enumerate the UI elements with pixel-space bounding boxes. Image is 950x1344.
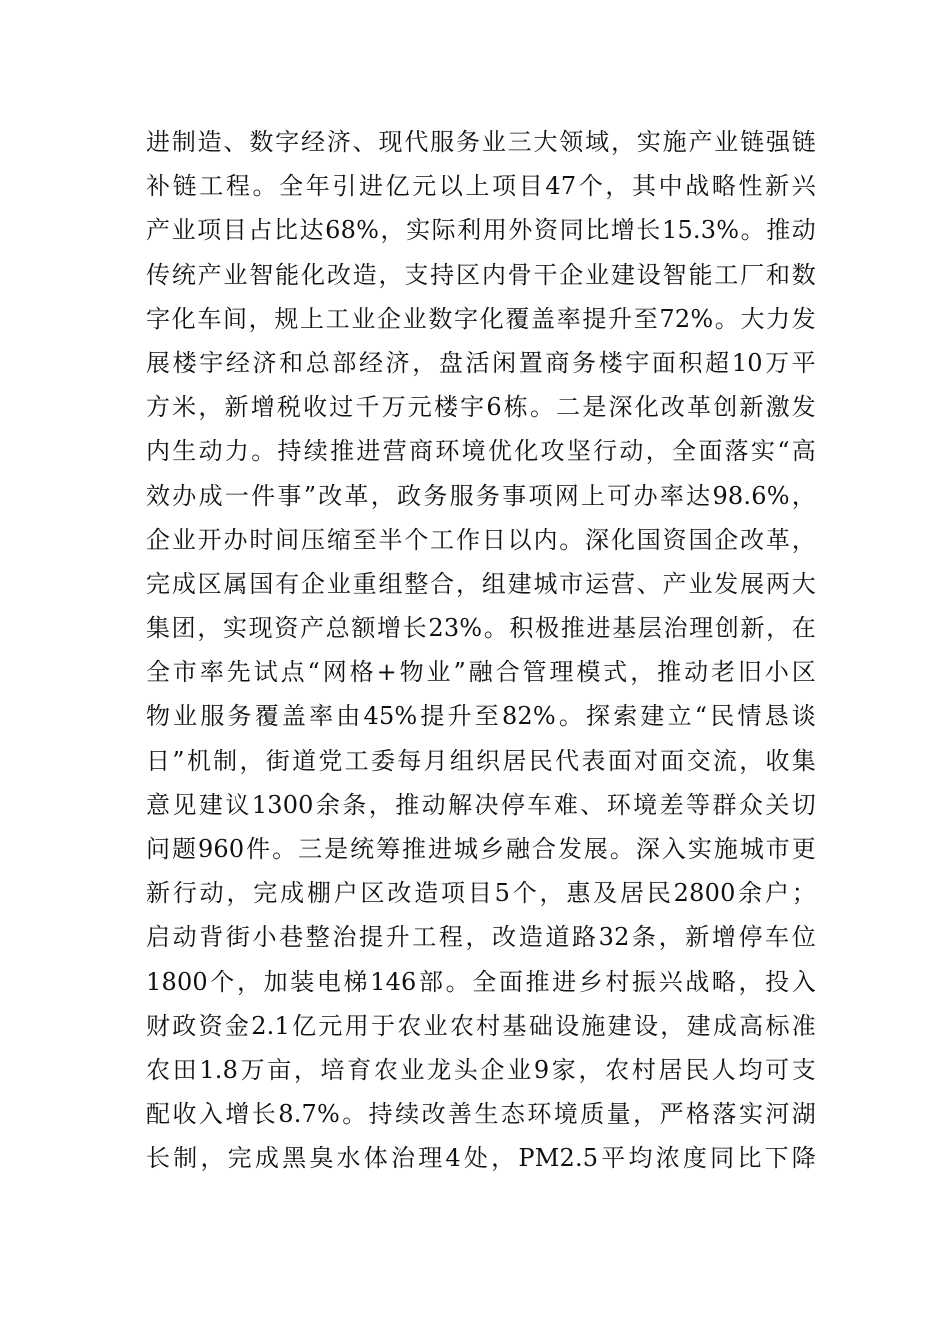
text-line: 字化车间，规上工业企业数字化覆盖率提升至72%。大力发 bbox=[146, 304, 816, 333]
text-line: 传统产业智能化改造，支持区内骨干企业建设智能工厂和数 bbox=[146, 260, 816, 289]
text-line: 新行动，完成棚户区改造项目5个，惠及居民2800余户； bbox=[146, 879, 816, 908]
text-line: 集团，实现资产总额增长23%。积极推进基层治理创新，在 bbox=[146, 614, 816, 643]
text-line: 效办成一件事”改革，政务服务事项网上可办率达98.6%， bbox=[146, 481, 816, 510]
text-line: 方米，新增税收过千万元楼宇6栋。二是深化改革创新激发 bbox=[146, 393, 816, 422]
text-line: 农田1.8万亩，培育农业龙头企业9家，农村居民人均可支 bbox=[146, 1055, 816, 1084]
text-line: 内生动力。持续推进营商环境优化攻坚行动，全面落实“高 bbox=[146, 437, 816, 466]
text-line: 进制造、数字经济、现代服务业三大领域，实施产业链强链 bbox=[146, 128, 816, 156]
body-paragraph bbox=[146, 120, 816, 1181]
text-line: 完成区属国有企业重组整合，组建城市运营、产业发展两大 bbox=[146, 569, 816, 598]
text-line: 长制，完成黑臭水体治理4处，PM2.5平均浓度同比下降 bbox=[146, 1144, 816, 1173]
text-line: 问题960件。三是统筹推进城乡融合发展。深入实施城市更 bbox=[146, 835, 816, 863]
text-line: 全市率先试点“网格+物业”融合管理模式，推动老旧小区 bbox=[146, 658, 816, 687]
text-line: 补链工程。全年引进亿元以上项目47个，其中战略性新兴 bbox=[146, 172, 816, 201]
text-line: 1800个，加装电梯146部。全面推进乡村振兴战略，投入 bbox=[146, 967, 816, 996]
text-line: 展楼宇经济和总部经济，盘活闲置商务楼宇面积超10万平 bbox=[146, 348, 816, 377]
text-line: 财政资金2.1亿元用于农业农村基础设施建设，建成高标准 bbox=[146, 1011, 816, 1040]
text-line: 企业开办时间压缩至半个工作日以内。深化国资国企改革， bbox=[146, 525, 816, 554]
text-line: 日”机制，街道党工委每月组织居民代表面对面交流，收集 bbox=[146, 746, 816, 775]
text-line: 产业项目占比达68%，实际利用外资同比增长15.3%。推动 bbox=[146, 216, 816, 245]
text-line: 意见建议1300余条，推动解决停车难、环境差等群众关切 bbox=[146, 790, 816, 819]
text-line: 物业服务覆盖率由45%提升至82%。探索建立“民情恳谈 bbox=[146, 702, 816, 731]
text-line: 配收入增长8.7%。持续改善生态环境质量，严格落实河湖 bbox=[146, 1100, 816, 1129]
text-line: 启动背街小巷整治提升工程，改造道路32条，新增停车位 bbox=[146, 923, 816, 952]
